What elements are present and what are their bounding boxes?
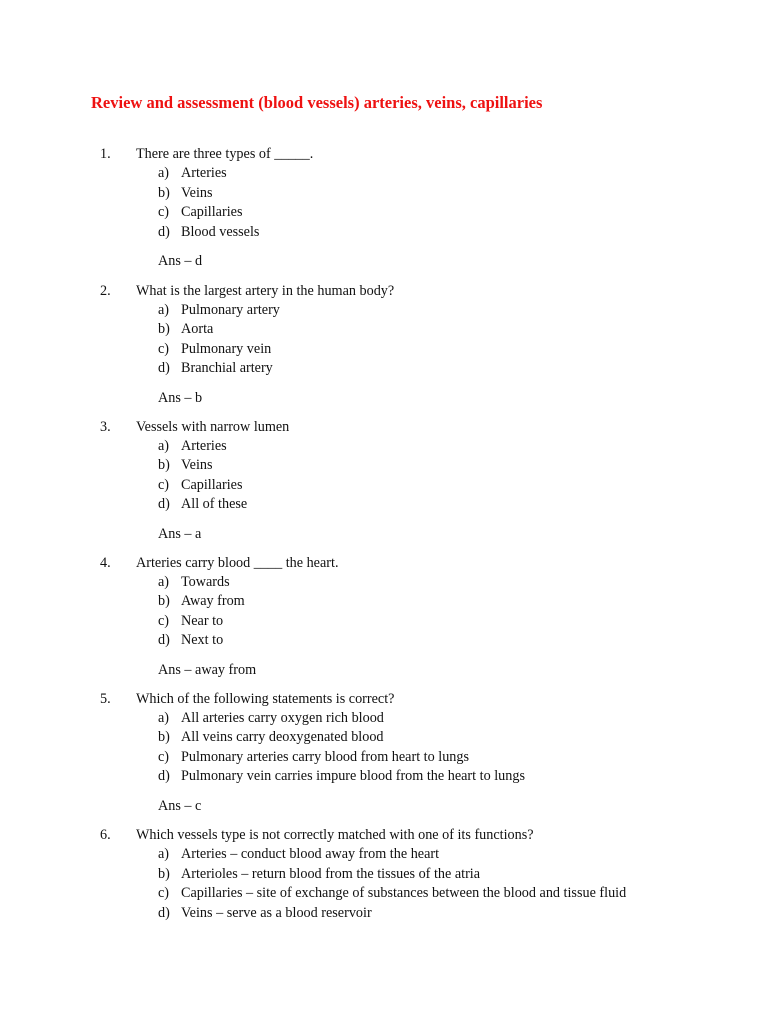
answer-line [0, 389, 768, 408]
option-letter: a) [158, 301, 170, 318]
option-letter: b) [158, 865, 170, 882]
option-letter: c) [158, 340, 170, 357]
option-text: All of these [181, 496, 248, 513]
question-header [0, 418, 768, 437]
option-c [0, 476, 768, 495]
answer-text: Ans – away from [158, 661, 257, 678]
option-text: Veins – serve as a blood reservoir [181, 904, 372, 921]
option-letter: a) [158, 573, 170, 590]
option-text: Arteries – conduct blood away from the heart [181, 846, 440, 863]
option-a [0, 845, 768, 864]
option-letter: b) [158, 593, 170, 610]
option-letter: b) [158, 729, 170, 746]
question-header [0, 690, 768, 709]
option-letter: a) [158, 709, 170, 726]
question-6 [0, 826, 768, 923]
question-number: 2. [100, 282, 111, 299]
option-letter: d) [158, 632, 170, 649]
question-number: 5. [100, 690, 111, 707]
question-1 [0, 145, 768, 272]
option-a [0, 573, 768, 592]
answer-line [0, 252, 768, 271]
question-number: 3. [100, 418, 111, 435]
question-2 [0, 282, 768, 409]
question-text: Arteries carry blood ____ the heart. [136, 554, 339, 571]
question-header [0, 145, 768, 164]
answer-text: Ans – c [158, 797, 202, 814]
question-header [0, 282, 768, 301]
option-letter: b) [158, 184, 170, 201]
question-text: There are three types of _____. [136, 146, 314, 162]
document-title: Review and assessment (blood vessels) arteries, veins, capillaries [91, 93, 543, 112]
option-text: Near to [181, 612, 224, 629]
option-text: Away from [181, 593, 245, 610]
option-letter: a) [158, 437, 170, 454]
question-number: 4. [100, 554, 111, 571]
option-c [0, 340, 768, 359]
question-text: Which of the following statements is correct? [136, 690, 395, 707]
option-text: Arterioles – return blood from the tissues of the atria [181, 865, 481, 882]
answer-line [0, 797, 768, 816]
question-header [0, 554, 768, 573]
option-text: Pulmonary vein [181, 340, 272, 357]
question-number: 1. [100, 146, 111, 162]
option-a [0, 301, 768, 320]
question-3 [0, 418, 768, 545]
answer-text: Ans – b [158, 389, 203, 406]
option-text: Veins [181, 184, 213, 201]
option-a [0, 709, 768, 728]
option-d [0, 359, 768, 378]
answer-line [0, 661, 768, 680]
option-text: Branchial artery [181, 360, 273, 377]
option-b [0, 320, 768, 339]
option-letter: c) [158, 476, 170, 493]
option-text: Capillaries [181, 204, 243, 221]
option-b [0, 865, 768, 884]
question-text: Vessels with narrow lumen [136, 418, 290, 435]
option-b [0, 728, 768, 747]
option-b [0, 456, 768, 475]
option-a [0, 164, 768, 183]
option-letter: c) [158, 885, 170, 902]
option-text: Veins [181, 457, 213, 474]
option-letter: d) [158, 360, 170, 377]
option-b [0, 592, 768, 611]
option-letter: c) [158, 612, 170, 629]
option-a [0, 437, 768, 456]
option-letter: c) [158, 204, 170, 221]
option-d [0, 495, 768, 514]
option-c [0, 203, 768, 222]
option-text: Blood vessels [181, 223, 260, 240]
answer-text: Ans – a [158, 525, 202, 542]
option-c [0, 884, 768, 903]
question-4 [0, 554, 768, 681]
option-c [0, 748, 768, 767]
option-text: All arteries carry oxygen rich blood [181, 709, 384, 726]
option-d [0, 767, 768, 786]
option-d [0, 223, 768, 242]
option-letter: d) [158, 768, 170, 785]
option-letter: a) [158, 165, 170, 182]
option-d [0, 631, 768, 650]
option-letter: d) [158, 496, 170, 513]
option-letter: b) [158, 457, 170, 474]
option-text: Pulmonary vein carries impure blood from the heart to lungs [181, 768, 525, 785]
option-letter: d) [158, 904, 170, 921]
option-text: Capillaries [181, 476, 243, 493]
question-header [0, 826, 768, 845]
option-text: Pulmonary artery [181, 301, 280, 318]
option-text: Arteries [181, 437, 227, 454]
answer-text: Ans – d [158, 253, 203, 270]
option-b [0, 184, 768, 203]
option-letter: a) [158, 846, 170, 863]
option-d [0, 904, 768, 923]
option-letter: b) [158, 321, 170, 338]
option-text: Aorta [181, 321, 214, 338]
question-text: Which vessels type is not correctly matched with one of its functions? [136, 827, 534, 843]
question-5 [0, 690, 768, 817]
option-letter: d) [158, 223, 170, 240]
question-number: 6. [100, 827, 111, 843]
option-text: Next to [181, 632, 224, 649]
option-text: Pulmonary arteries carry blood from heart to lungs [181, 748, 470, 765]
answer-line [0, 525, 768, 544]
question-text: What is the largest artery in the human body? [136, 282, 395, 299]
option-c [0, 612, 768, 631]
option-letter: c) [158, 748, 170, 765]
option-text: Capillaries – site of exchange of substances between the blood and tissue fluid [181, 885, 627, 902]
option-text: All veins carry deoxygenated blood [181, 729, 384, 746]
option-text: Arteries [181, 165, 227, 182]
option-text: Towards [181, 573, 230, 590]
